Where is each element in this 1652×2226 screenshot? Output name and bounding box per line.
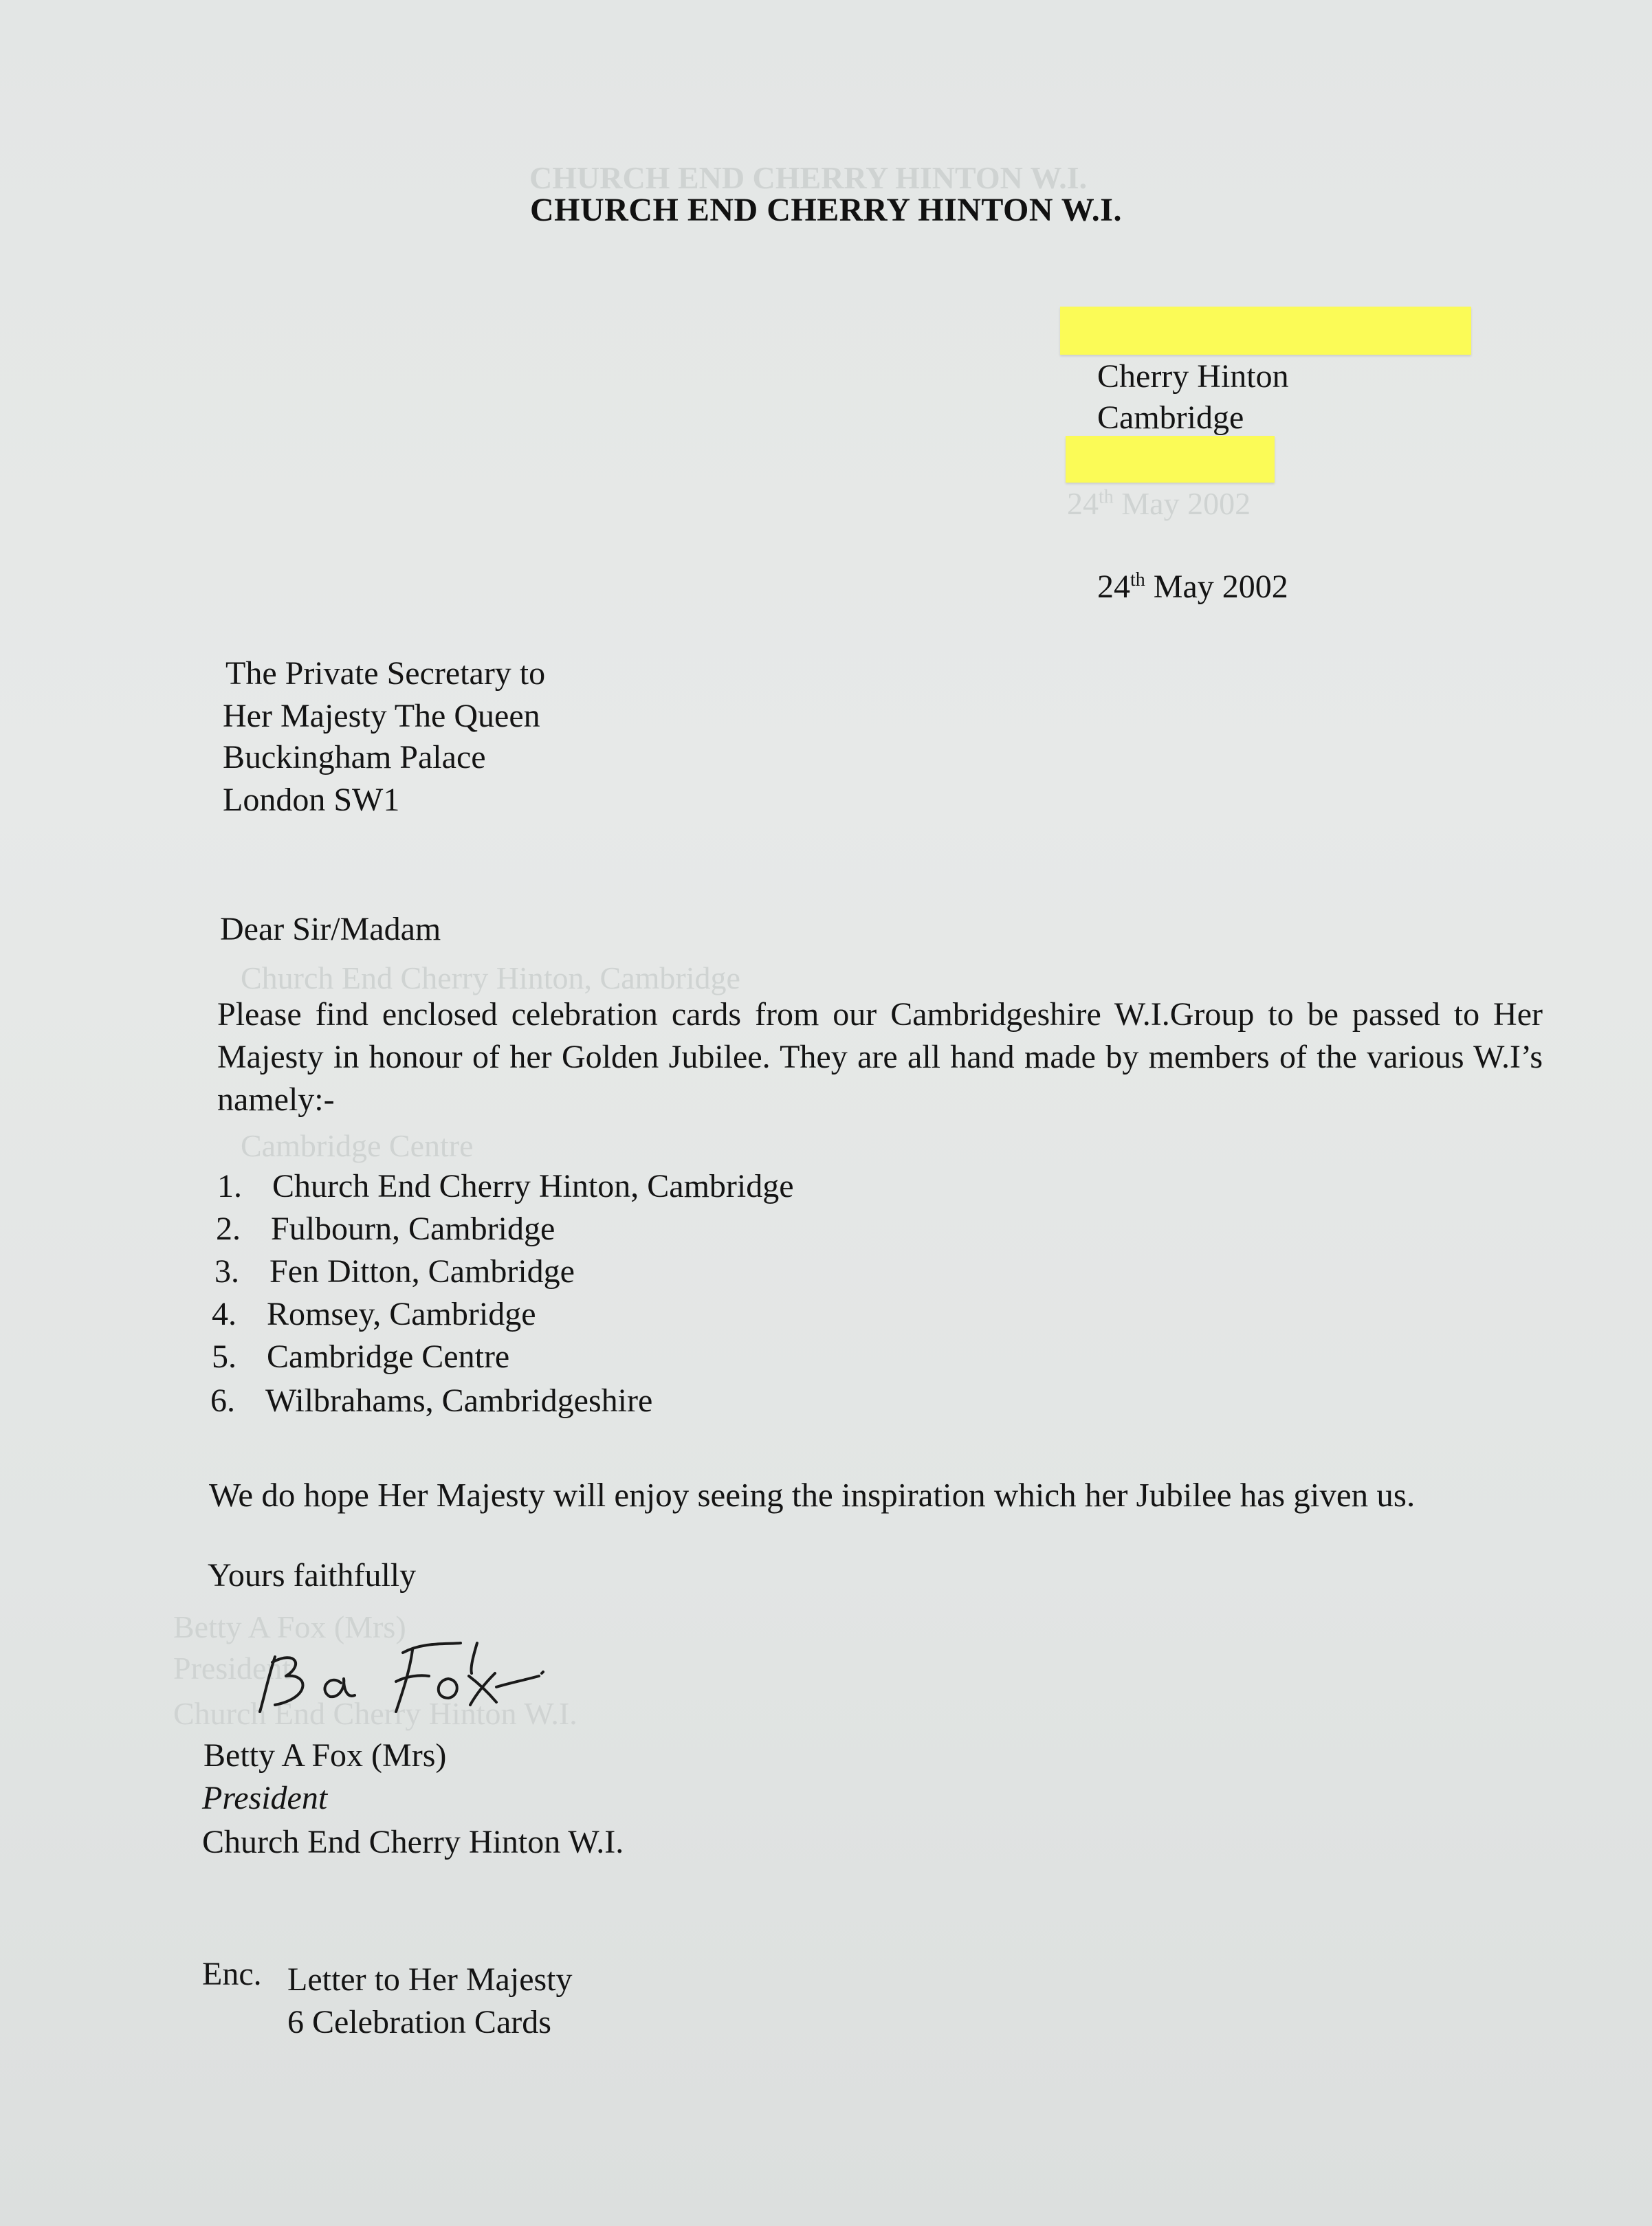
show-through-branch-5: Cambridge Centre <box>241 1128 474 1163</box>
sender-address-line-1: Cherry Hinton <box>1097 358 1289 395</box>
enclosure-item: Letter to Her Majesty <box>287 1961 573 1998</box>
show-through-branch-1: Church End Cherry Hinton, Cambridge <box>241 960 740 995</box>
handwritten-signature <box>254 1602 571 1719</box>
redaction-bar-postcode <box>1066 436 1275 483</box>
show-through-title: President <box>173 1651 291 1686</box>
salutation: Dear Sir/Madam <box>220 911 441 947</box>
list-item-name: Wilbrahams, Cambridgeshire <box>265 1382 653 1419</box>
signatory-name: Betty A Fox (Mrs) <box>203 1737 447 1774</box>
list-item-name: Cambridge Centre <box>267 1338 510 1375</box>
list-item-number: 5. <box>212 1338 236 1375</box>
letterhead-title: CHURCH END CHERRY HINTON W.I. <box>530 192 1122 228</box>
sender-address-line-2: Cambridge <box>1097 399 1244 436</box>
body-paragraph: Please find enclosed celebration cards from our Cambridgeshire W.I.Group to be passed to Her Majesty in honour of her Golden Jubilee. They are all hand made by members of the various W.I’s namely:- <box>217 996 1543 1118</box>
list-item-number: 6. <box>210 1382 235 1419</box>
list-item-name: Fen Ditton, Cambridge <box>269 1253 575 1290</box>
list-item-number: 1. <box>217 1168 242 1204</box>
date-day: 24 <box>1097 569 1130 605</box>
closing-paragraph: We do hope Her Majesty will enjoy seeing the inspiration which her Jubilee has given us. <box>209 1476 1416 1514</box>
list-item-number: 4. <box>212 1296 236 1332</box>
signatory-organisation: Church End Cherry Hinton W.I. <box>202 1824 624 1860</box>
enclosure-item: 6 Celebration Cards <box>287 2004 551 2040</box>
letter-date <box>1097 571 1288 604</box>
enclosures-label: Enc. <box>202 1956 262 1992</box>
show-through-date-suffix: th <box>1099 486 1114 508</box>
date-suffix: th <box>1130 569 1145 591</box>
signatory-title: President <box>202 1780 328 1816</box>
recipient-line-4: London SW1 <box>223 782 400 818</box>
recipient-line-1: The Private Secretary to <box>225 655 546 692</box>
show-through-date <box>1067 485 1251 522</box>
list-item-name: Romsey, Cambridge <box>267 1296 536 1332</box>
recipient-line-2: Her Majesty The Queen <box>223 698 540 734</box>
list-item-name: Fulbourn, Cambridge <box>271 1211 555 1247</box>
list-item <box>210 1382 653 1419</box>
list-item-number: 3. <box>214 1253 239 1290</box>
show-through-date-day: 24 <box>1067 486 1099 521</box>
show-through-signatory: Betty A Fox (Mrs) <box>173 1609 406 1644</box>
list-item-number: 2. <box>216 1211 241 1247</box>
recipient-line-3: Buckingham Palace <box>223 739 486 775</box>
list-item <box>212 1298 536 1331</box>
sign-off: Yours faithfully <box>208 1557 417 1594</box>
show-through-organisation: Church End Cherry Hinton W.I. <box>173 1696 577 1731</box>
list-item <box>212 1338 510 1375</box>
show-through-date-rest: May 2002 <box>1121 486 1251 521</box>
date-month-year: May 2002 <box>1153 569 1288 605</box>
list-item <box>216 1213 555 1246</box>
list-item-name: Church End Cherry Hinton, Cambridge <box>272 1168 794 1204</box>
redaction-bar-address-line <box>1060 307 1471 355</box>
list-item <box>214 1255 575 1288</box>
list-item <box>217 1170 794 1203</box>
show-through-heading: CHURCH END CHERRY HINTON W.I. <box>529 160 1088 195</box>
